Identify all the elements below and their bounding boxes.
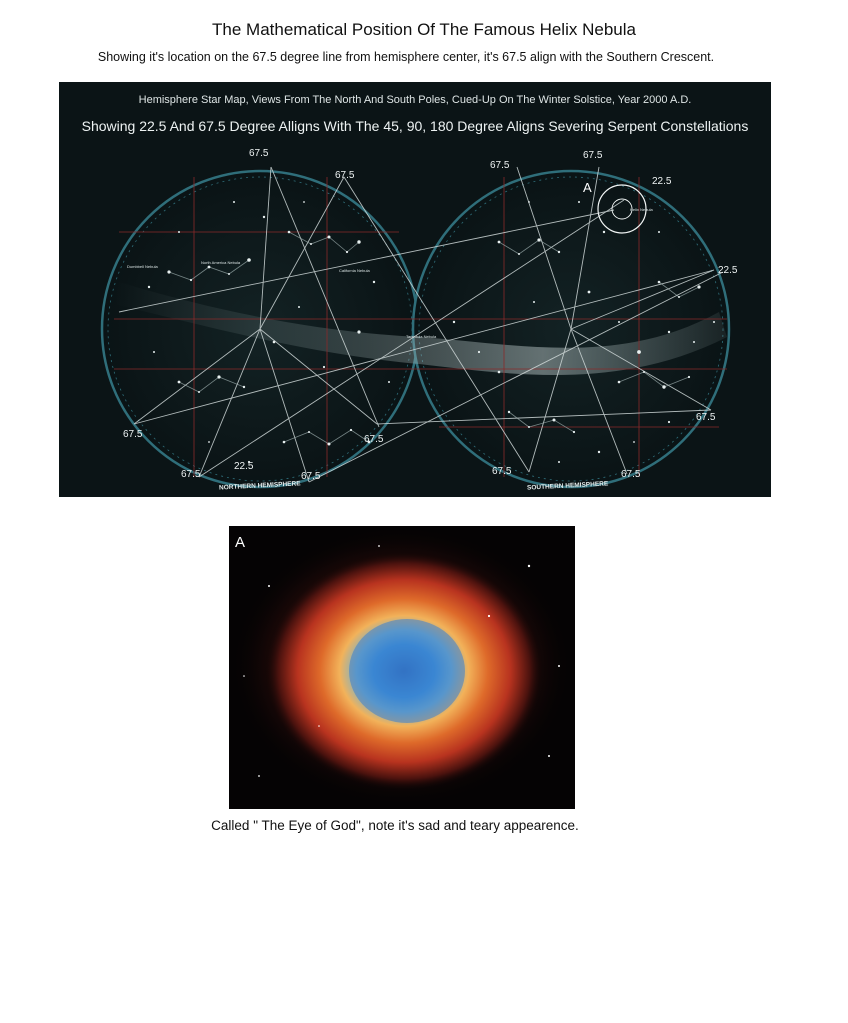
angle-label-5: 22.5 xyxy=(652,176,672,187)
angle-label-14: 67.5 xyxy=(696,412,716,423)
angle-label-13: 67.5 xyxy=(621,469,641,480)
angle-label-12: 67.5 xyxy=(492,466,512,477)
angle-label-6: 67.5 xyxy=(123,429,143,440)
star-map-heading-line2: Showing 22.5 And 67.5 Degree Alligns With The 45, 90, 180 Degree Aligns Severing Serpent Constellations xyxy=(81,118,749,134)
helix-nebula-graphic xyxy=(229,526,575,809)
hemisphere-star-map xyxy=(59,82,771,497)
angle-label-8: 22.5 xyxy=(234,461,254,472)
tarantula-nebula-label: Tarantula Nebula xyxy=(406,334,437,339)
star-map-heading-line1: Hemisphere Star Map, Views From The North And South Poles, Cued-Up On The Winter Solstice, Year 2000 A.D. xyxy=(138,94,692,106)
angle-label-7: 67.5 xyxy=(181,469,201,480)
helix-nebula-photo xyxy=(229,526,575,809)
nebula-marker-a: A xyxy=(235,534,246,551)
nebula-caption: Called " The Eye of God", note it's sad and teary appearence. xyxy=(211,818,579,833)
angle-label-9: 22.5 xyxy=(718,265,738,276)
document-title: The Mathematical Position Of The Famous Helix Nebula xyxy=(212,20,636,39)
angle-label-1: 67.5 xyxy=(249,148,269,159)
north-america-nebula-label: North America Nebula xyxy=(201,260,241,265)
document-subtitle: Showing it's location on the 67.5 degree line from hemisphere center, it's 67.5 align with the Southern Crescent. xyxy=(97,50,715,64)
helix-nebula-label: Helix Nebula xyxy=(630,207,653,212)
northern-hemisphere-label: NORTHERN HEMISPHERE xyxy=(218,480,301,492)
angle-label-4: 67.5 xyxy=(583,150,603,161)
dumbbell-nebula-label: Dumbbell Nebula xyxy=(127,264,158,269)
california-nebula-label: California Nebula xyxy=(339,268,370,273)
star-map-graphic xyxy=(59,82,771,497)
angle-label-3: 67.5 xyxy=(490,160,510,171)
star-map-marker-a: A xyxy=(583,180,592,195)
angle-label-11: 67.5 xyxy=(364,434,384,445)
angle-label-2: 67.5 xyxy=(335,170,355,181)
southern-hemisphere-label: SOUTHERN HEMISPHERE xyxy=(526,480,609,492)
nebula-core xyxy=(349,619,465,723)
angle-label-10: 67.5 xyxy=(301,471,321,482)
